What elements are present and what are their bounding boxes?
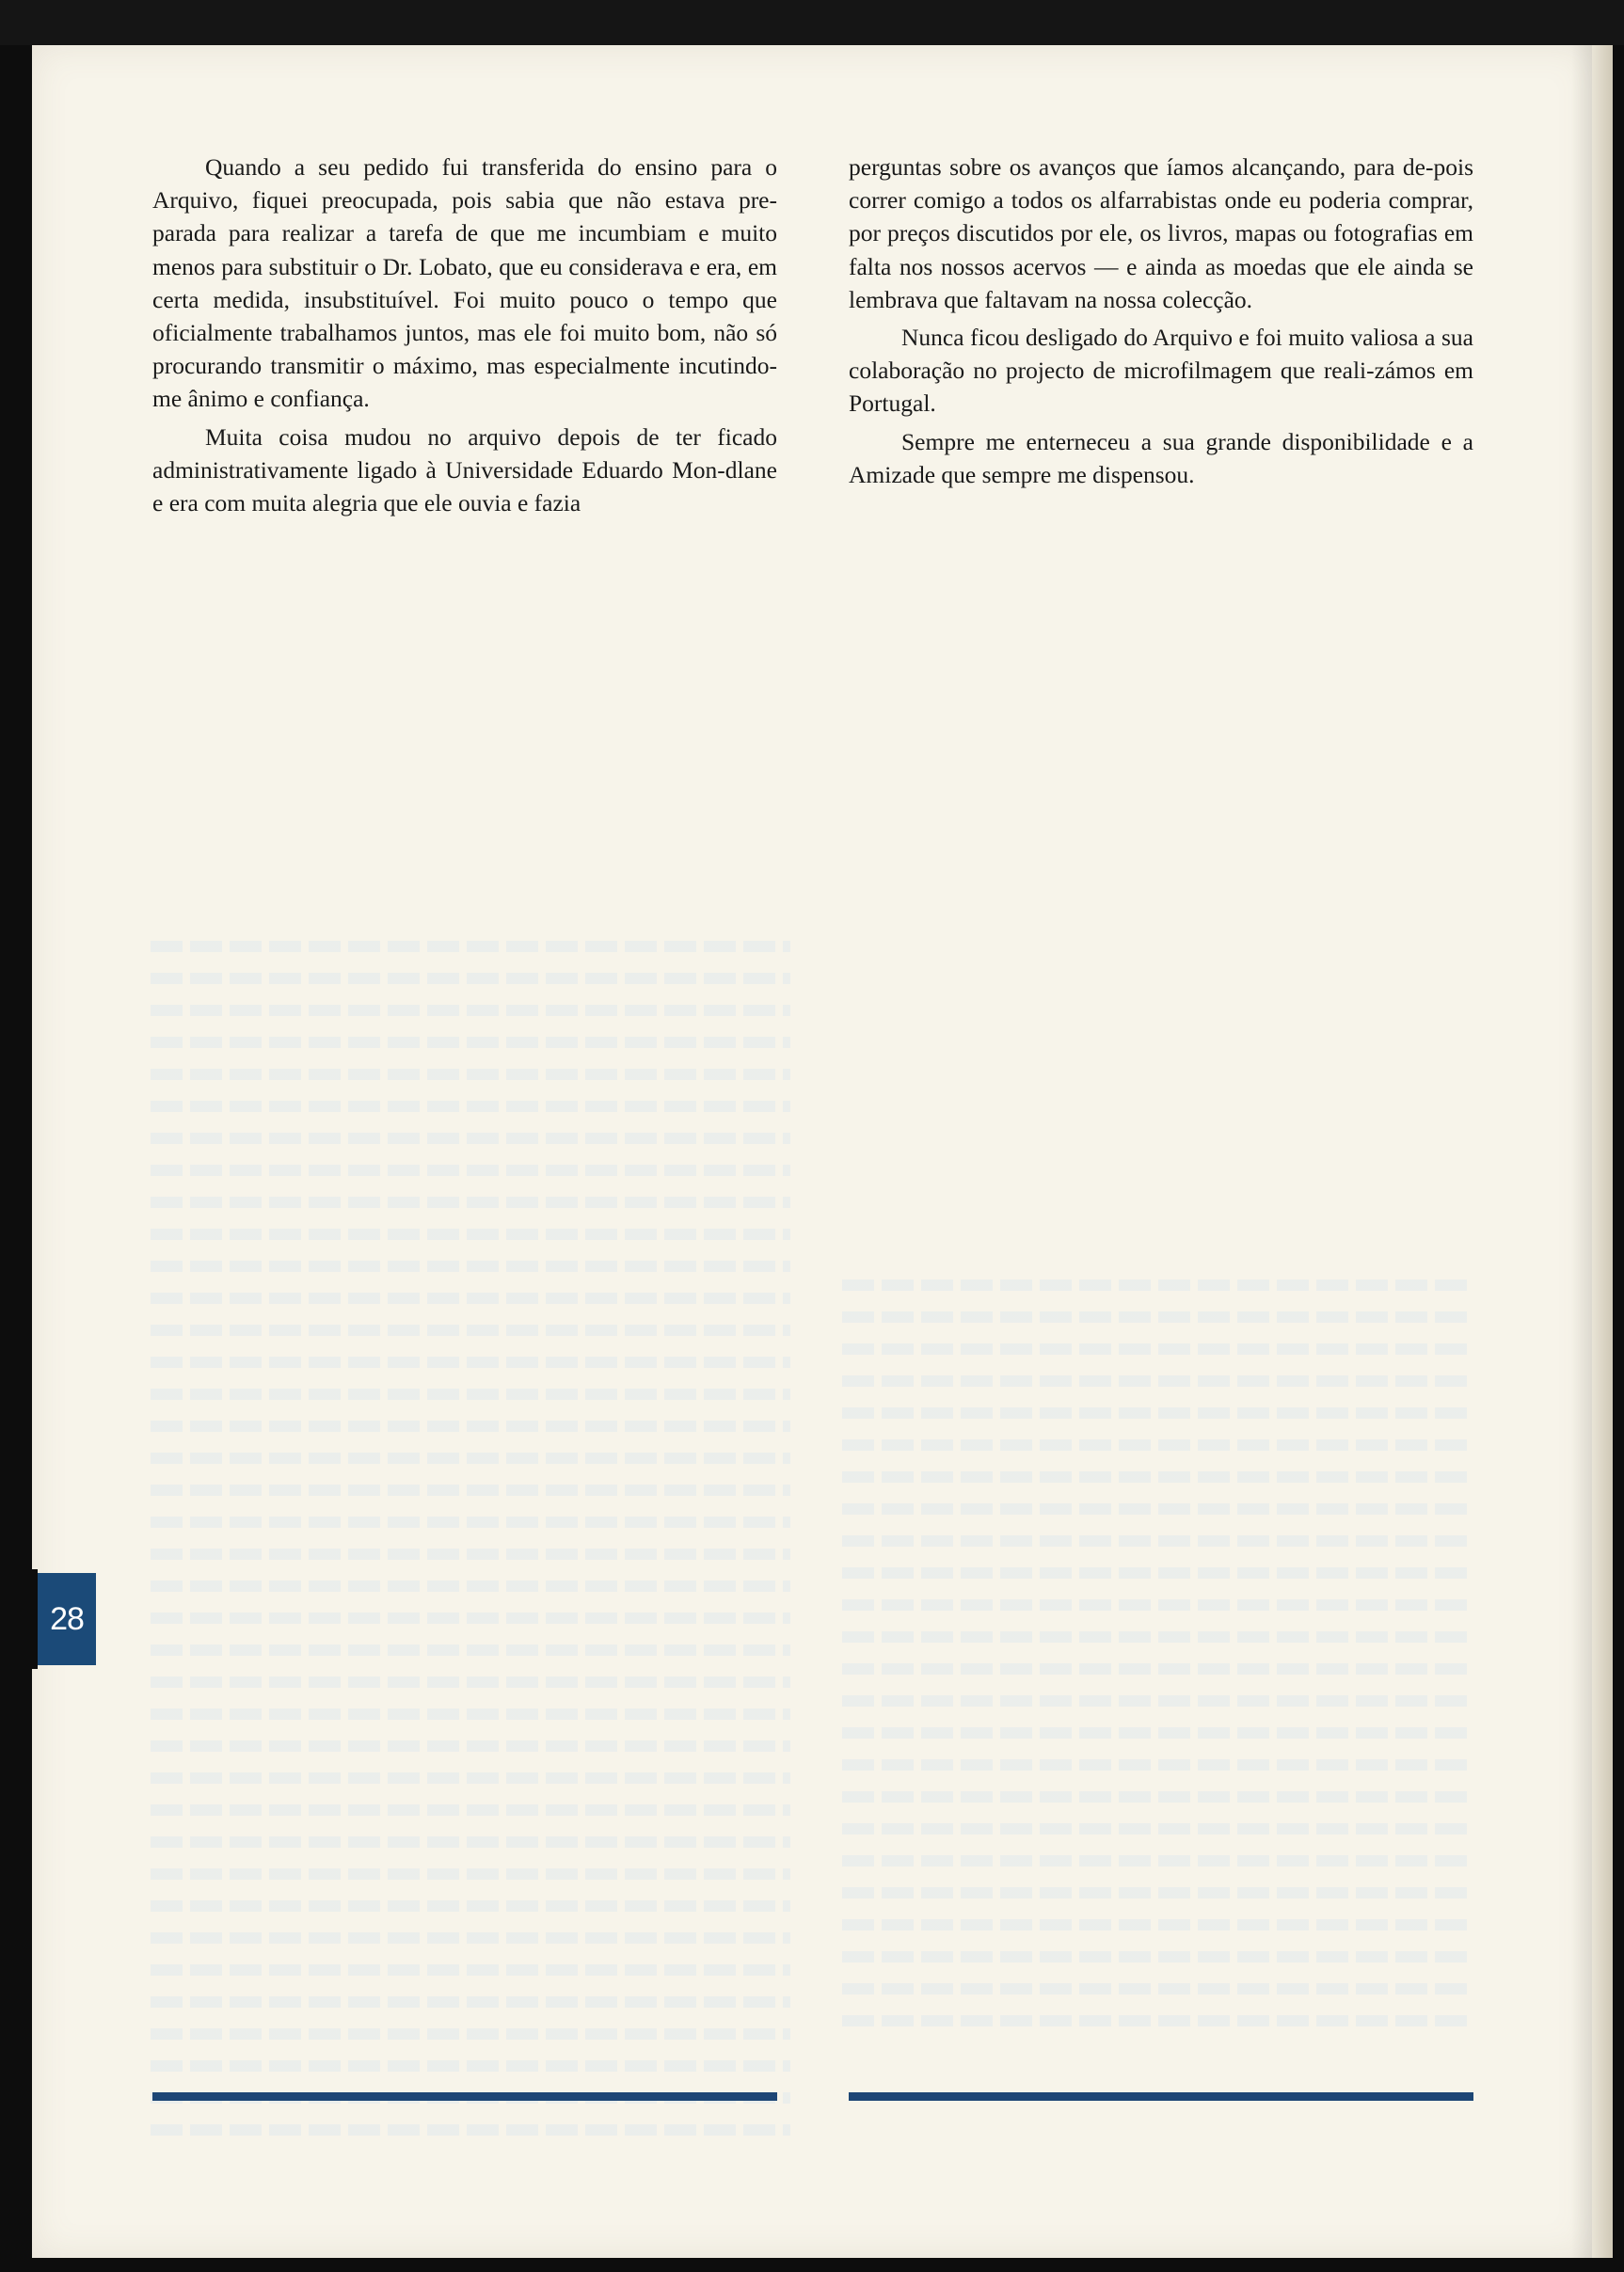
left-column [152, 151, 777, 519]
page-edge [1592, 45, 1613, 2258]
footer-rule-right [849, 2092, 1473, 2101]
left-paragraph-2: Muita coisa mudou no arquivo depois de ter ficado administrativamente ligado à Universidade Eduardo Mon-dlane e era com muita alegria que ele ouvia e fazia [152, 422, 777, 517]
page-fold-shadow [1571, 45, 1592, 2258]
left-paragraph-1: Quando a seu pedido fui transferida do ensino para o Arquivo, fiquei preocupada, pois sabia que não estava pre-parada para realizar a tarefa de que me incumbiam e muito menos para substituir o Dr. Lobato, que eu considerava e era, em certa medida, insubstituível. Foi muito pouco o tempo que oficialmente trabalhamos juntos, mas ele foi muito bom, não só procurando transmitir o máximo, mas especialmente incutindo-me ânimo e confiança. [152, 153, 777, 413]
footer-rule-left [152, 2092, 777, 2101]
right-column [849, 151, 1473, 491]
scan-border [0, 0, 1624, 45]
right-paragraph-1: perguntas sobre os avanços que íamos alcançando, para de-pois correr comigo a todos os alfarrabistas onde eu poderia comprar, por preços discutidos por ele, os livros, mapas ou fotografias em falta nos nossos acervos — e ainda as moedas que ele ainda se lembrava que faltavam na nossa colecção. [849, 153, 1473, 313]
right-paragraph-3: Sempre me enterneceu a sua grande disponibilidade e a Amizade que sempre me dispensou. [849, 427, 1473, 488]
page-number: 28 [38, 1573, 96, 1665]
right-paragraph-2: Nunca ficou desligado do Arquivo e foi muito valiosa a sua colaboração no projecto de microfilmagem que reali-zámos em Portugal. [849, 324, 1473, 418]
